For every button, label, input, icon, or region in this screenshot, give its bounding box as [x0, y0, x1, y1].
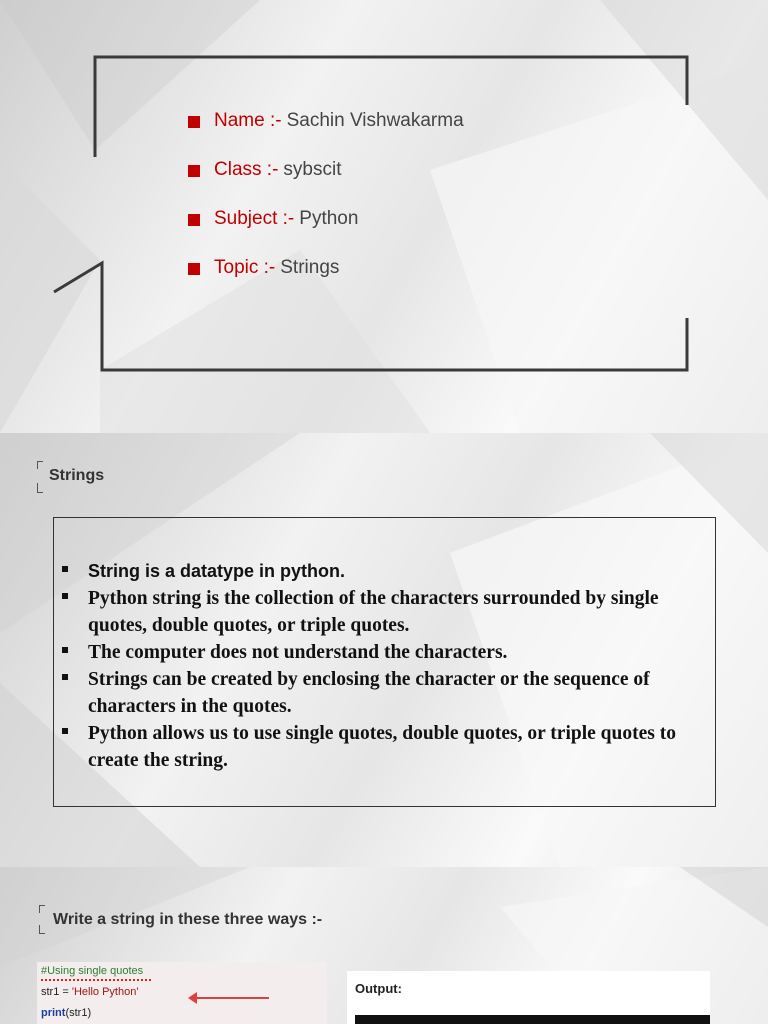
code-comment: #Using single quotes	[41, 965, 144, 977]
info-label: Name :-	[214, 110, 282, 131]
code-keyword: print	[41, 1007, 66, 1019]
red-arrow-icon	[195, 997, 269, 999]
info-value: Python	[299, 208, 359, 229]
info-label: Subject :-	[214, 208, 295, 229]
list-item: Python allows us to use single quotes, double quotes, or triple quotes to create the string.	[62, 720, 712, 774]
list-item: The computer does not understand the characters.	[62, 639, 712, 666]
code-args: (str1)	[65, 1007, 92, 1019]
code-print-line	[41, 1007, 91, 1019]
title-bracket-bottom	[37, 483, 43, 493]
title-bracket-top	[39, 905, 45, 913]
bullet-square-icon	[188, 165, 200, 177]
spellcheck-underline	[41, 978, 151, 981]
list-item: Strings can be created by enclosing the character or the sequence of characters in the quotes.	[62, 666, 712, 720]
code-string-literal: 'Hello Python'	[71, 986, 139, 998]
string-examples-slide	[0, 867, 768, 1024]
output-panel	[347, 971, 710, 1024]
info-label: Topic :-	[214, 257, 276, 278]
slide-title: Strings	[49, 467, 105, 484]
info-value: Strings	[280, 257, 340, 278]
info-item-subject	[188, 208, 464, 257]
list-item: String is a datatype in python.	[62, 558, 712, 585]
definition-box	[53, 517, 716, 807]
strings-slide	[0, 433, 768, 867]
title-slide	[0, 0, 768, 433]
bullet-square-icon	[188, 263, 200, 275]
bullet-square-icon	[188, 214, 200, 226]
code-assignment-line	[41, 986, 138, 998]
info-item-topic	[188, 257, 464, 306]
list-item: Python string is the collection of the characters surrounded by single quotes, double quotes, or triple quotes.	[62, 585, 712, 639]
output-terminal	[355, 1015, 710, 1024]
output-label: Output:	[355, 981, 402, 996]
title-bracket-bottom	[39, 925, 45, 934]
code-example-panel	[37, 962, 327, 1024]
definition-list	[62, 558, 712, 774]
info-label: Class :-	[214, 159, 279, 180]
info-value: Sachin Vishwakarma	[286, 110, 464, 131]
info-item-class	[188, 159, 464, 208]
slide-title: Write a string in these three ways :-	[53, 911, 323, 928]
bullet-square-icon	[188, 116, 200, 128]
code-variable: str1 =	[41, 986, 72, 998]
info-item-name	[188, 110, 464, 159]
student-info-list	[188, 110, 464, 306]
info-value: sybscit	[283, 159, 342, 180]
title-bracket-top	[37, 461, 43, 469]
